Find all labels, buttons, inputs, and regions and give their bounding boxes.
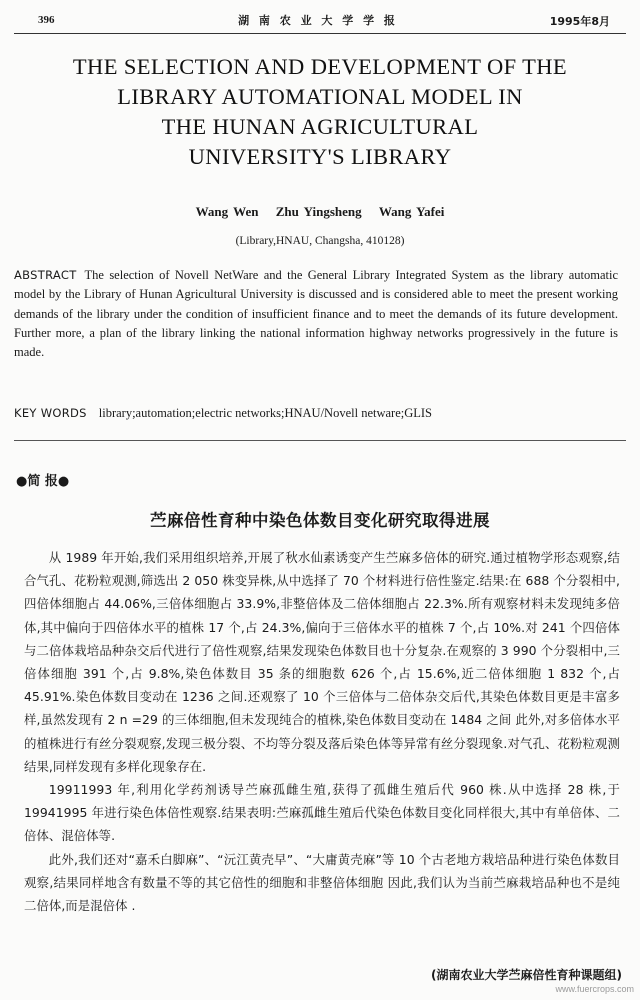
article-title — [30, 52, 610, 172]
title-line: UNIVERSITY'S LIBRARY — [188, 144, 452, 169]
section-divider — [14, 440, 626, 441]
news-body — [24, 546, 620, 917]
header-rule — [14, 33, 626, 34]
title-line: LIBRARY AUTOMATIONAL MODEL IN — [117, 84, 523, 109]
watermark-text: www.fuercrops.com — [555, 984, 634, 994]
title-line: THE HUNAN AGRICULTURAL — [161, 114, 479, 139]
running-header — [14, 10, 622, 30]
abstract-text: The selection of Novell NetWare and the General Library Integrated System as the library automatic model by the Library of Hunan Agricultural University is discussed and is considered able to meet the present working demands of the library under the condition of insufficient finance and to meet the demands of its future development. Further more, a plan of the library linking the national information highway networks progressively in the future is made. — [14, 268, 618, 360]
author-name: Zhu Yingsheng — [275, 204, 362, 219]
affiliation: (Library,HNAU, Changsha, 410128) — [235, 235, 405, 247]
issue-date: 1995年8月 — [549, 15, 610, 28]
body-paragraph: 此外,我们还对“嘉禾白脚麻”、“沅江黄壳早”、“大庸黄壳麻”等 10 个古老地方栽培品种进行染色体数目观察,结果同样地含有数量不等的其它倍性的细胞和非整倍体细胞 因此,我们认为当前苎麻栽培品种也不是纯二倍体,而是混倍体 . — [24, 851, 620, 914]
abstract-label: ABSTRACT — [14, 268, 77, 282]
news-title: 苎麻倍性育种中染色体数目变化研究取得进展 — [150, 511, 490, 530]
keywords — [14, 406, 618, 421]
page-number: 396 — [38, 14, 55, 26]
keywords-label: KEY WORDS — [14, 406, 87, 420]
author-name: Wang Yafei — [378, 204, 445, 219]
author-list — [0, 204, 640, 220]
news-source: (湖南农业大学苎麻倍性育种课题组) — [431, 968, 622, 982]
brief-section-label: ●简 报● — [16, 474, 70, 489]
journal-name: 湖 南 农 业 大 学 学 报 — [238, 14, 398, 27]
title-line: THE SELECTION AND DEVELOPMENT OF THE — [72, 54, 568, 79]
author-name: Wang Wen — [195, 204, 259, 219]
abstract — [14, 266, 618, 362]
keywords-text: library;automation;electric networks;HNAU/Novell netware;GLIS — [98, 406, 432, 420]
body-paragraph: 19911993 年,利用化学药剂诱导苎麻孤雌生殖,获得了孤雌生殖后代 960 株.从中选择 28 株,于 19941995 年进行染色体倍性观察.结果表明:苎麻孤雌生殖后代染色体数目变化同样很大,其中有单倍体、二倍体、混倍体等. — [24, 782, 620, 844]
body-paragraph: 从 1989 年开始,我们采用组织培养,开展了秋水仙素诱变产生苎麻多倍体的研究.通过植物学形态观察,结合气孔、花粉粒观测,筛选出 2 050 株变异株,从中选择了 70 个材料进行倍性鉴定.结果:在 688 个分裂相中,四倍体细胞占 44.06%,三倍体细胞占 33.9%,非整倍体及二倍体细胞占 22.3%.所有观察材料未发现纯多倍体,其中偏向于四倍体水平的植株 17 个,占 24.3%,偏向于三倍体水平的植株 7 个,占 10%.对 241 个四倍体与二倍体栽培品种杂交后代进行了倍性观察,结果发现染色体数目也十分复杂.在观察的 3 990 个分裂相中,三倍体细胞 391 个,占 9.8%,染色体数目 35 条的细胞数 626 个,占 15.6%,近二倍体细胞 1 832 个,占 45.91%.染色体数目变动在 1236 之间.还观察了 10 个三倍体与二倍体杂交后代,其染色体数目更是丰富多样,虽然发现有 2 n =29 的三体细胞,但未发现纯合的植株,染色体数目变动在 1484 之间 此外,对多倍体水平的植株进行有丝分裂观察,发现三极分裂、不均等分裂及落后染色体等异常有丝分裂现象.对气孔、花粉粒观测结果,同样发现有多样化现象存在. — [24, 550, 620, 774]
